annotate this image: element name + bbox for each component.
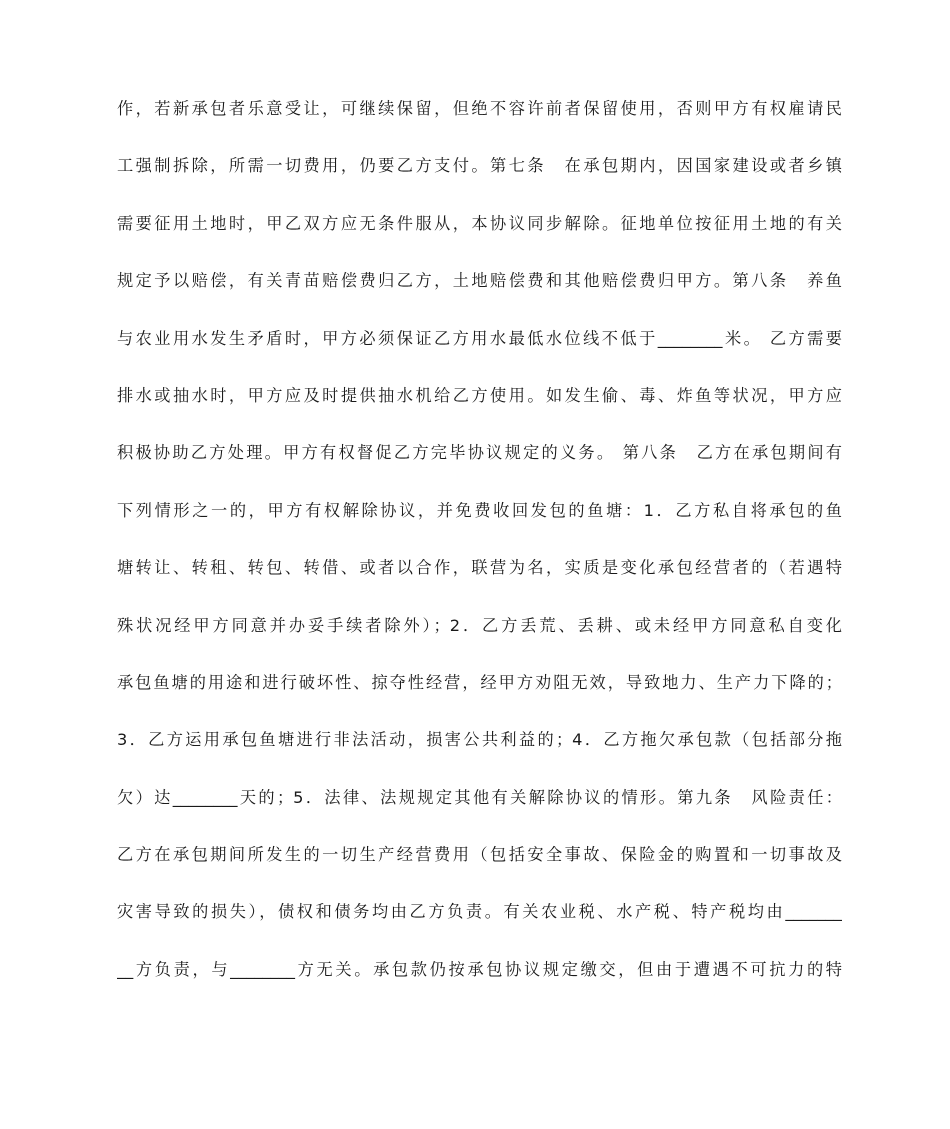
text-line: 规定予以赔偿，有关青苗赔偿费归乙方，土地赔偿费和其他赔偿费归甲方。第八条 养鱼 bbox=[117, 271, 842, 291]
text-line: 积极协助乙方处理。甲方有权督促乙方完毕协议规定的义务。 第八条 乙方在承包期间有 bbox=[117, 443, 842, 463]
text-line: 需要征用土地时，甲乙双方应无条件服从，本协议同步解除。征地单位按征用土地的有关 bbox=[117, 213, 842, 233]
text-line: 3．乙方运用承包鱼塘进行非法活动，损害公共利益的；4．乙方拖欠承包款（包括部分拖 bbox=[117, 730, 842, 750]
text-line: 乙方在承包期间所发生的一切生产经营费用（包括安全事故、保险金的购置和一切事故及 bbox=[117, 845, 842, 865]
text-line: 承包鱼塘的用途和进行破坏性、掠夺性经营，经甲方劝阻无效，导致地力、生产力下降的； bbox=[117, 672, 842, 692]
text-line: 塘转让、转租、转包、转借、或者以合作，联营为名，实质是变化承包经营者的（若遇特 bbox=[117, 558, 842, 578]
text-line: 下列情形之一的，甲方有权解除协议，并免费收回发包的鱼塘：1．乙方私自将承包的鱼 bbox=[117, 500, 842, 520]
contract-body-text bbox=[117, 90, 842, 1008]
text-line: 排水或抽水时，甲方应及时提供抽水机给乙方使用。如发生偷、毒、炸鱼等状况，甲方应 bbox=[117, 385, 842, 405]
text-line: 作，若新承包者乐意受让，可继续保留，但绝不容许前者保留使用，否则甲方有权雇请民 bbox=[117, 99, 842, 118]
text-line: __方负责，与________方无关。承包款仍按承包协议规定缴交，但由于遭遇不可抗力的特 bbox=[117, 959, 842, 979]
text-line: 工强制拆除，所需一切费用，仍要乙方支付。第七条 在承包期内，因国家建设或者乡镇 bbox=[117, 156, 842, 176]
text-line: 灾害导致的损失），债权和债务均由乙方负责。有关农业税、水产税、特产税均由_______ bbox=[117, 902, 842, 922]
text-line: 与农业用水发生矛盾时，甲方必须保证乙方用水最低水位线不低于________米。 乙方需要 bbox=[117, 328, 842, 348]
text-line: 殊状况经甲方同意并办妥手续者除外）；2．乙方丢荒、丢耕、或未经甲方同意私自变化 bbox=[117, 615, 842, 635]
text-line: 欠）达________天的；5．法律、法规规定其他有关解除协议的情形。第九条 风险责任： bbox=[117, 787, 842, 807]
